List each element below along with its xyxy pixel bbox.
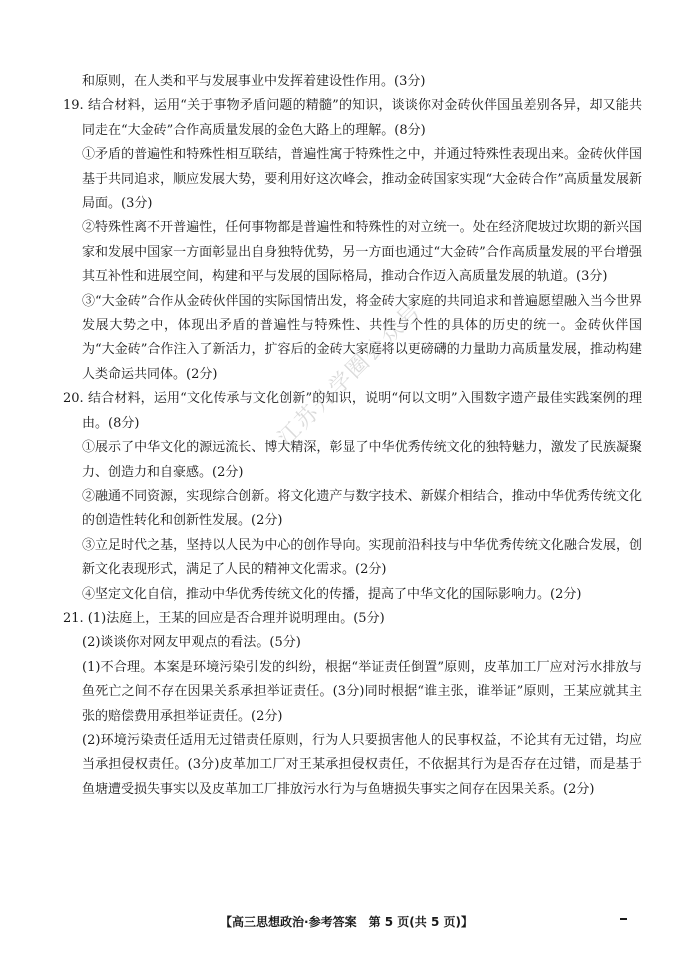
q19-answer-2: ②特殊性离不开普遍性，任何事物都是普遍性和特殊性的对立统一。处在经济爬坡过坎期的新兴国家和发展中国家一方面彰显出自身独特优势，另一方面也通过“大金砖”合作高质量发展的平台增强其互补性和进展空间，构建和平与发展的国际格局，推动合作迈入高质量发展的轨道。(3分) bbox=[82, 220, 642, 285]
question-21-part-2: (2)谈谈你对网友甲观点的看法。(5分) bbox=[82, 635, 301, 651]
q21-answer-2: (2)环境污染责任适用无过错责任原则，行为人只要损害他人的民事权益，不论其有无过错，均应当承担侵权责任。(3分)皮革加工厂对王某承担侵权责任，不依据其行为是否存在过错，而是基于鱼塘遭受损失事实以及皮革加工厂排放污水行为与鱼塘损失事实之间存在因果关系。(2分) bbox=[82, 732, 642, 797]
q20-answer-1: ①展示了中华文化的源远流长、博大精深，彰显了中华优秀传统文化的独特魅力，激发了民族凝聚力、创造力和自豪感。(2分) bbox=[82, 440, 642, 480]
answer-content bbox=[63, 70, 642, 802]
q20-answer-4: ④坚定文化自信，推动中华优秀传统文化的传播，提高了中华文化的国际影响力。(2分) bbox=[82, 586, 582, 602]
question-19: 19. 结合材料，运用“关于事物矛盾问题的精髓”的知识，谈谈你对金砖伙伴国虽差别各异，却又能共同走在“大金砖”合作高质量发展的金色大路上的理解。(8分) bbox=[63, 98, 642, 138]
q19-answer-1: ①矛盾的普遍性和特殊性相互联结，普遍性寓于特殊性之中，并通过特殊性表现出来。金砖伙伴国基于共同追求，顺应发展大势，要利用好这次峰会，推动金砖国家实现“大金砖合作”高质量发展新局面。(3分) bbox=[82, 147, 642, 212]
footer-dash-mark bbox=[620, 918, 627, 920]
q20-answer-2: ②融通不同资源，实现综合创新。将文化遗产与数字技术、新媒介相结合，推动中华优秀传统文化的创造性转化和创新性发展。(2分) bbox=[82, 488, 642, 529]
page-footer: 【高三思想政治·参考答案 第 5 页(共 5 页)】 bbox=[220, 915, 473, 929]
watermark: 江苏升学圈公众号 bbox=[273, 297, 427, 452]
q20-answer-3: ③立足时代之基，坚持以人民为中心的创作导向。实现前沿科技与中华优秀传统文化融合发展，创新文化表现形式，满足了人民的精神文化需求。(2分) bbox=[82, 537, 642, 578]
question-20: 20. 结合材料，运用“文化传承与文化创新”的知识，说明“何以文明”入围数字遗产最佳实践案例的理由。(8分) bbox=[63, 391, 642, 431]
question-21-part-1: 21. (1)法庭上，王某的回应是否合理并说明理由。(5分) bbox=[63, 610, 385, 626]
previous-answer-continuation: 和原则，在人类和平与发展事业中发挥着建设性作用。(3分) bbox=[82, 74, 426, 89]
q21-answer-1: (1)不合理。本案是环境污染引发的纠纷，根据“举证责任倒置”原则，皮革加工厂应对污水排放与鱼死亡之间不存在因果关系承担举证责任。(3分)同时根据“谁主张，谁举证”原则，王某应就其主张的赔偿费用承担举证责任。(2分) bbox=[82, 659, 642, 724]
q19-answer-3: ③“大金砖”合作从金砖伙伴国的实际国情出发，将金砖大家庭的共同追求和普遍愿望融入当今世界发展大势之中，体现出矛盾的普遍性与特殊性、共性与个性的具体的历史的统一。金砖伙伴国为“大金砖”合作注入了新活力，扩容后的金砖大家庭将以更磅礴的力量助力高质量发展，推动构建人类命运共同体。(2分) bbox=[82, 293, 642, 382]
